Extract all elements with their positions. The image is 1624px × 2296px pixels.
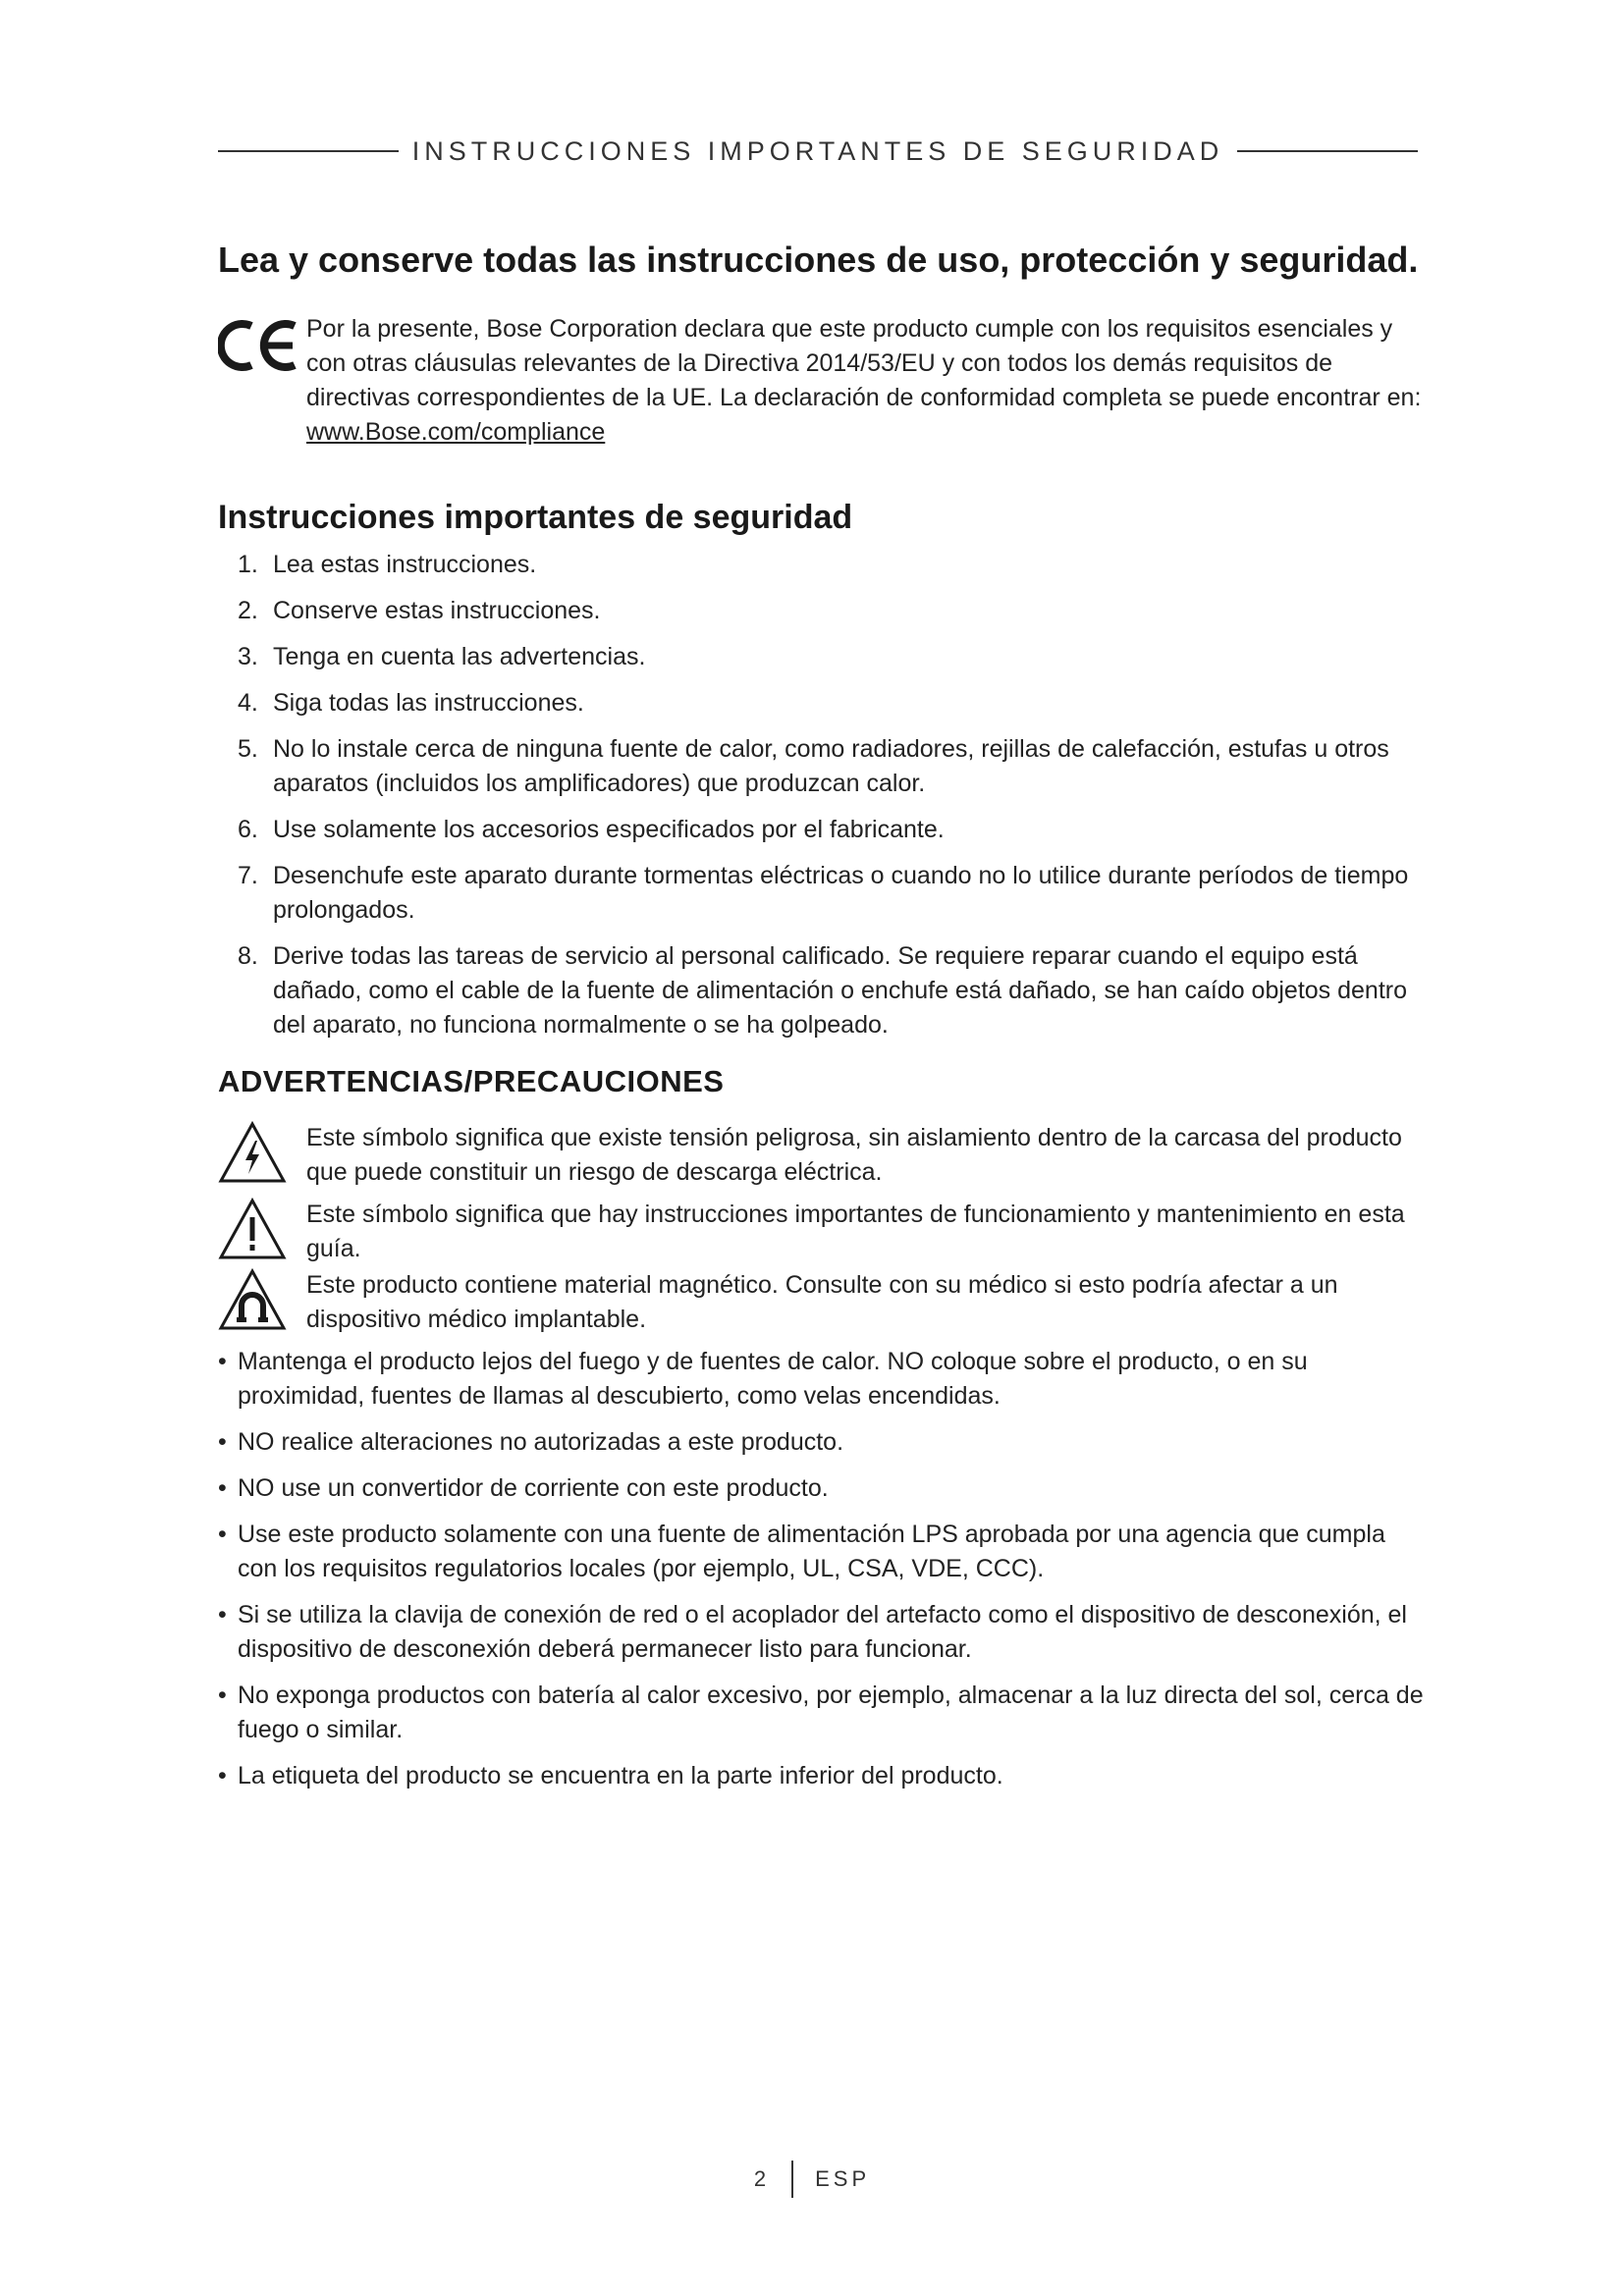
list-item: 6. Use solamente los accesorios especificados por el fabricante. (238, 816, 945, 843)
language-code: ESP (815, 2166, 871, 2191)
list-item: • La etiqueta del producto se encuentra en la parte inferior del producto. (218, 1759, 1426, 1793)
list-item: • Use este producto solamente con una fuente de alimentación LPS aprobada por una agencia que cumpla con los requisitos regulatorios locales (por ejemplo, UL, CSA, VDE, CCC). (218, 1518, 1426, 1586)
safety-instructions-list (218, 548, 1426, 1054)
list-item: 5. No lo instale cerca de ninguna fuente de calor, como radiadores, rejillas de calefacción, estufas u otros aparatos (incluidos los amplificadores) que produzcan calor. (238, 735, 1389, 797)
list-item: 7. Desenchufe este aparato durante tormentas eléctricas o cuando no lo utilice durante períodos de tiempo prolongados. (238, 862, 1409, 924)
warning-text: Este producto contiene material magnético. Consulte con su médico si esto podría afectar a un dispositivo médico implantable. (306, 1271, 1338, 1333)
warning-text: Este símbolo significa que hay instrucciones importantes de funcionamiento y mantenimiento en esta guía. (306, 1201, 1405, 1262)
exclamation-warning-icon (218, 1198, 287, 1260)
main-title: Lea y conserve todas las instrucciones de uso, protección y seguridad. (218, 240, 1419, 280)
list-item: • No exponga productos con batería al calor excesivo, por ejemplo, almacenar a la luz directa del sol, cerca de fuego o similar. (218, 1679, 1426, 1747)
list-item: 8. Derive todas las tareas de servicio al personal calificado. Se requiere reparar cuando el equipo está dañado, como el cable de la fuente de alimentación o enchufe está dañado, se han caído objetos dentro del aparato, no funciona normalmente o se ha golpeado. (238, 942, 1408, 1039)
page-number: 2 (753, 2166, 771, 2191)
warning-symbol-exclamation (218, 1198, 1426, 1266)
list-item: 2. Conserve estas instrucciones. (238, 597, 601, 624)
list-item: 3. Tenga en cuenta las advertencias. (238, 643, 646, 670)
list-item: 1. Lea estas instrucciones. (238, 551, 537, 578)
list-item: • NO use un convertidor de corriente con este producto. (218, 1471, 1426, 1506)
page-footer (0, 2160, 1624, 2199)
compliance-link[interactable]: www.Bose.com/compliance (306, 418, 606, 446)
warnings-title: ADVERTENCIAS/PRECAUCIONES (218, 1064, 725, 1098)
header-rule-left (218, 150, 399, 152)
warning-symbol-magnet (218, 1268, 1426, 1337)
header-rule-right (1237, 150, 1418, 152)
lightning-warning-icon (218, 1121, 287, 1184)
header-title: INSTRUCCIONES IMPORTANTES DE SEGURIDAD (411, 135, 1224, 166)
ce-mark-icon (218, 316, 302, 375)
ce-declaration (218, 312, 1426, 450)
list-item: 4. Siga todas las instrucciones. (238, 689, 584, 717)
ce-declaration-text: Por la presente, Bose Corporation declara que este producto cumple con los requisitos esenciales y con otras cláusulas relevantes de la Directiva 2014/53/EU y con todos los demás requisitos de directivas correspondientes de la UE. La declaración de conformidad completa se puede encontrar en: (306, 315, 1422, 411)
footer-divider (791, 2161, 793, 2198)
list-item: • Mantenga el producto lejos del fuego y de fuentes de calor. NO coloque sobre el producto, o en su proximidad, fuentes de llamas al descubierto, como velas encendidas. (218, 1345, 1426, 1414)
warnings-bullet-list (218, 1345, 1426, 1805)
safety-title: Instrucciones importantes de seguridad (218, 499, 853, 536)
list-item: • NO realice alteraciones no autorizadas a este producto. (218, 1425, 1426, 1460)
magnet-warning-icon (218, 1268, 287, 1331)
ce-text (306, 312, 1426, 450)
list-item: • Si se utiliza la clavija de conexión de red o el acoplador del artefacto como el dispositivo de desconexión, el dispositivo de desconexión deberá permanecer listo para funcionar. (218, 1598, 1426, 1667)
warning-text: Este símbolo significa que existe tensión peligrosa, sin aislamiento dentro de la carcasa del producto que puede constituir un riesgo de descarga eléctrica. (306, 1124, 1402, 1186)
running-header (218, 132, 1418, 171)
warning-symbol-lightning (218, 1121, 1426, 1190)
